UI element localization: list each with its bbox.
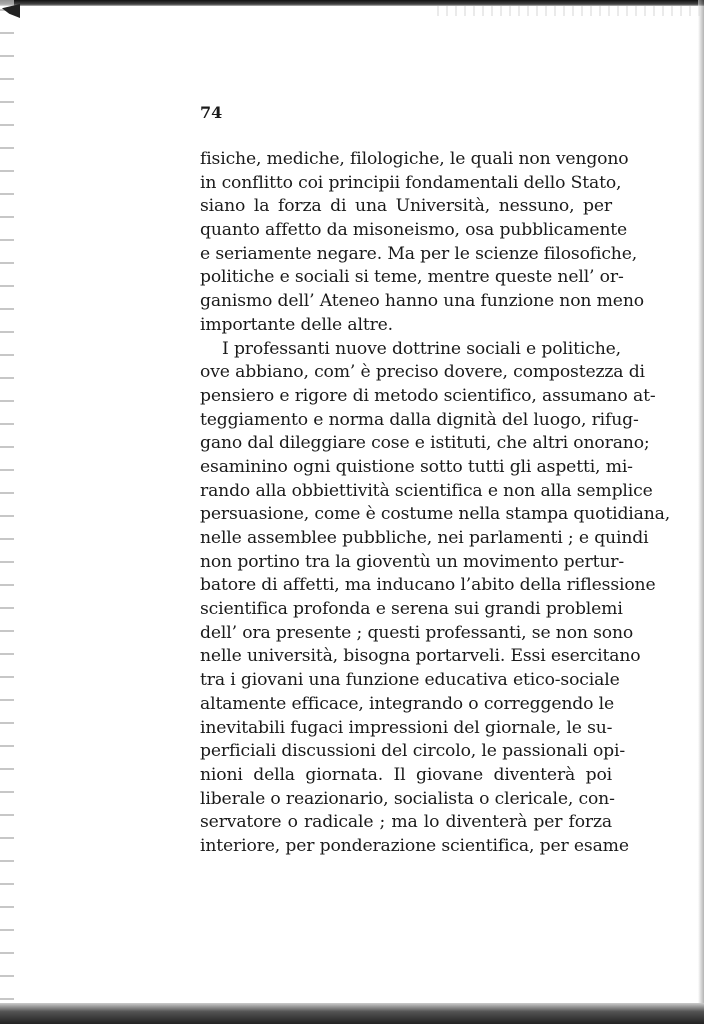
scan-border-right bbox=[698, 0, 704, 1024]
text-line: quanto affetto da misoneismo, osa pubblicamente bbox=[200, 220, 628, 241]
text-line: e seriamente negare. Ma per le scienze filosofiche, bbox=[200, 243, 638, 264]
text-line: batore di affetti, ma inducano l’abito della riflessione bbox=[200, 575, 656, 596]
text-line: altamente efficace, integrando o correggendo le bbox=[200, 693, 615, 714]
text-line: politiche e sociali si teme, mentre queste nell’ or- bbox=[200, 267, 624, 288]
text-line: nioni della giornata. Il giovane diventerà poi bbox=[200, 764, 612, 785]
text-line: dell’ ora presente ; questi professanti, se non sono bbox=[200, 622, 634, 643]
paragraph bbox=[200, 338, 671, 859]
text-line: in conflitto coi principii fondamentali dello Stato, bbox=[200, 172, 622, 193]
text-line: esaminino ogni quistione sotto tutti gli aspetti, mi- bbox=[200, 456, 633, 477]
scan-border-left bbox=[0, 0, 14, 1024]
text-line: gano dal dileggiare cose e istituti, che altri onorano; bbox=[200, 433, 650, 454]
text-line: tra i giovani una funzione educativa etico-sociale bbox=[200, 670, 620, 691]
text-line: teggiamento e norma dalla dignità del luogo, rifug- bbox=[200, 409, 639, 430]
text-line: interiore, per ponderazione scientifica, per esame bbox=[200, 835, 629, 856]
text-line: ganismo dell’ Ateneo hanno una funzione non meno bbox=[200, 291, 644, 312]
text-line: liberale o reazionario, socialista o clericale, con- bbox=[200, 788, 615, 809]
text-line: nelle assemblee pubbliche, nei parlamenti ; e quindi bbox=[200, 528, 649, 548]
scan-border-bottom bbox=[0, 1003, 704, 1024]
text-line: fisiche, mediche, filologiche, le quali non vengono bbox=[200, 149, 629, 169]
text-line: scientifica profonda e serena sui grandi problemi bbox=[200, 599, 623, 620]
text-line: I professanti nuove dottrine sociali e politiche, bbox=[222, 338, 621, 359]
text-line: persuasione, come è costume nella stampa quotidiana, bbox=[200, 504, 671, 525]
text-line: non portino tra la gioventù un movimento pertur- bbox=[200, 551, 624, 572]
text-line: rando alla obbiettività scientifica e non alla semplice bbox=[200, 480, 653, 501]
text-line: inevitabili fugaci impressioni del giornale, le su- bbox=[200, 717, 613, 738]
text-line: servatore o radicale ; ma lo diventerà per forza bbox=[200, 812, 612, 833]
body-text bbox=[200, 148, 671, 859]
text-line: perficiali discussioni del circolo, le passionali opi- bbox=[200, 741, 626, 762]
scan-noise bbox=[430, 6, 704, 16]
page-number: 74 bbox=[200, 103, 223, 122]
text-line: nelle università, bisogna portarveli. Essi esercitano bbox=[200, 646, 641, 667]
text-line: importante delle altre. bbox=[200, 314, 393, 335]
text-line: ove abbiano, com’ è preciso dovere, compostezza di bbox=[200, 362, 645, 383]
text-line: pensiero e rigore di metodo scientifico, assumano at- bbox=[200, 385, 656, 406]
paragraph bbox=[200, 148, 644, 338]
text-line: siano la forza di una Università, nessuno, per bbox=[200, 196, 612, 217]
